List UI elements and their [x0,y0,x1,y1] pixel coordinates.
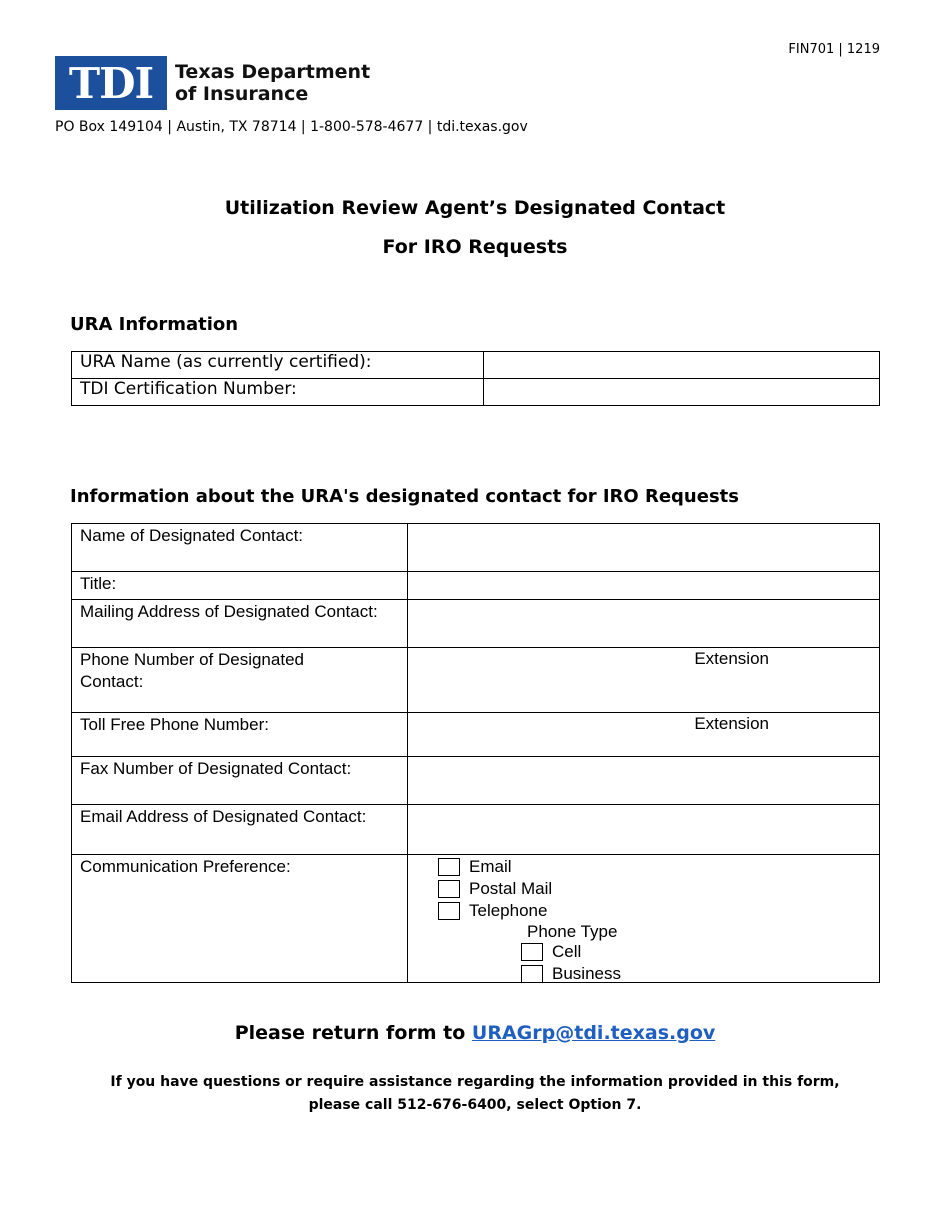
cell-checkbox[interactable] [521,943,543,961]
form-number: FIN701 | 1219 [788,42,880,57]
tdi-logo [55,56,167,110]
phone-number-label [72,648,408,713]
table-row [72,713,880,757]
toll-free-label: Toll Free Phone Number: [72,713,408,757]
table-row [72,757,880,805]
mailing-address-label: Mailing Address of Designated Contact: [72,600,408,648]
contact-name-field[interactable] [408,524,880,572]
toll-free-extension-label: Extension [694,714,769,733]
return-prefix: Please return form to [234,1022,466,1044]
business-option-label: Business [552,963,621,983]
agency-name-line2: of Insurance [175,83,309,105]
tdi-cert-number-label: TDI Certification Number: [72,379,484,406]
telephone-checkbox[interactable] [438,902,460,920]
phone-type-business-option[interactable] [521,963,621,984]
postal-mail-checkbox[interactable] [438,880,460,898]
title-label: Title: [72,572,408,600]
tdi-cert-number-field[interactable] [484,379,880,406]
form-subtitle: For IRO Requests [382,236,568,258]
ura-name-label: URA Name (as currently certified): [72,352,484,379]
designated-contact-table [71,523,880,983]
assistance-note [0,1071,950,1117]
business-checkbox[interactable] [521,965,543,983]
email-checkbox[interactable] [438,858,460,876]
table-row [72,352,880,379]
ura-info-table [71,351,880,406]
table-row [72,855,880,983]
communication-preference-label: Communication Preference: [72,855,408,983]
phone-type-label: Phone Type [527,921,618,941]
phone-number-field[interactable] [408,648,880,713]
agency-contact-line: PO Box 149104 | Austin, TX 78714 | 1-800-578-4677 | tdi.texas.gov [55,119,528,135]
pref-email-option[interactable] [438,856,512,877]
email-address-field[interactable] [408,805,880,855]
title-field[interactable] [408,572,880,600]
table-row [72,572,880,600]
ura-section-heading: URA Information [70,314,239,335]
communication-preference-options [408,855,880,983]
table-row [72,379,880,406]
phone-number-label-text: Phone Number of Designated Contact: [80,650,304,691]
toll-free-field[interactable] [408,713,880,757]
cell-option-label: Cell [552,941,582,961]
fax-number-label: Fax Number of Designated Contact: [72,757,408,805]
pref-telephone-option[interactable] [438,900,547,921]
phone-extension-label: Extension [694,649,769,668]
email-address-label: Email Address of Designated Contact: [72,805,408,855]
table-row [72,524,880,572]
mailing-address-field[interactable] [408,600,880,648]
phone-type-cell-option[interactable] [521,941,581,962]
return-email-link[interactable]: URAGrp@tdi.texas.gov [471,1022,716,1044]
logo-text: TDI [68,58,154,108]
postal-mail-option-label: Postal Mail [469,878,553,898]
assistance-note-line1: If you have questions or require assistance regarding the information provided in this form, [110,1074,840,1090]
return-instructions [0,1022,950,1044]
form-title: Utilization Review Agent’s Designated Contact [224,197,726,219]
contact-name-label: Name of Designated Contact: [72,524,408,572]
table-row [72,600,880,648]
email-option-label: Email [469,856,512,876]
agency-name [175,61,370,105]
fax-number-field[interactable] [408,757,880,805]
pref-postal-option[interactable] [438,878,552,899]
table-row [72,805,880,855]
assistance-note-line2: please call 512-676-6400, select Option 7. [308,1097,642,1113]
table-row [72,648,880,713]
ura-name-field[interactable] [484,352,880,379]
contact-section-heading: Information about the URA's designated contact for IRO Requests [70,486,739,507]
agency-name-line1: Texas Department [175,61,371,83]
telephone-option-label: Telephone [469,900,548,920]
